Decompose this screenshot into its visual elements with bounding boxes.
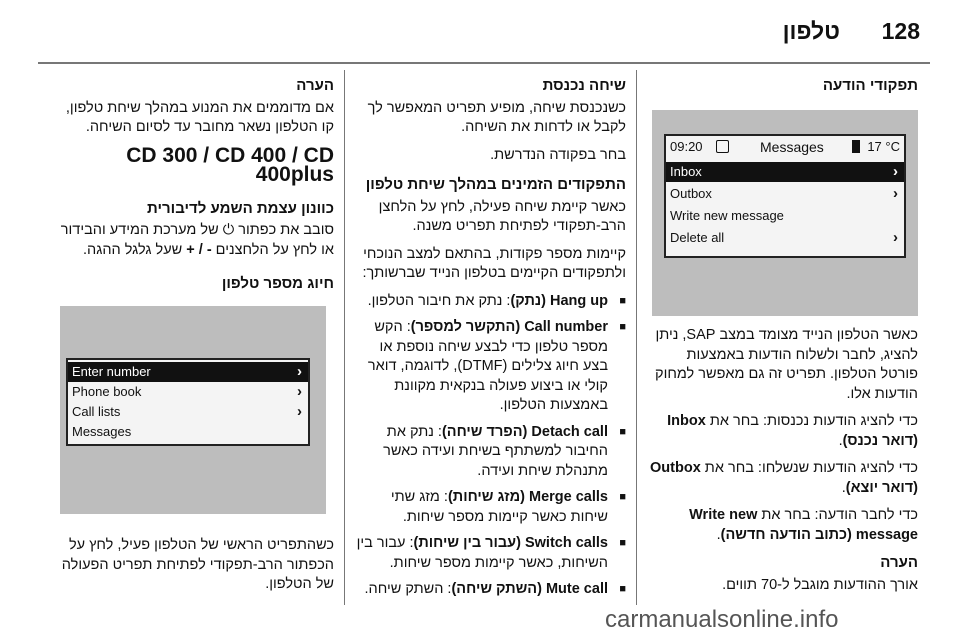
menu-item-write-new-message[interactable]: Write new message (670, 208, 784, 223)
paragraph: סובב את כפתור ⏻ של מערכת המידע והבידור או לחץ על הלחצנים + / - שעל גלגל ההגה. (60, 222, 334, 258)
note-heading: הערה (296, 77, 334, 94)
menu-item-enter-number[interactable]: Enter number › (68, 362, 308, 382)
paragraph: כשהתפריט הראשי של הטלפון פעיל, לחץ על הכפתור הרב-תפקודי לפתיחת תפריט הפעולה של הטלפון. (61, 537, 334, 592)
chevron-right-icon: › (893, 163, 898, 180)
menu-item-outbox[interactable]: Outbox › (670, 185, 898, 202)
menu-item-phone-book[interactable]: Phone book › (72, 383, 302, 400)
phone-screen-figure (60, 306, 326, 514)
page-number: 128 (881, 18, 920, 44)
paragraph: כדי להציג הודעות נכנסות: בחר את Inbox (דואר נכנס). (667, 413, 918, 449)
watermark: carmanualsonline.info (605, 606, 839, 633)
status-bar (666, 136, 904, 158)
power-icon: ⏻ (222, 222, 235, 238)
phone-screen (66, 358, 310, 446)
page-title: טלפון (782, 18, 840, 44)
note-text: אורך ההודעות מוגבל ל-70 תווים. (722, 576, 918, 593)
chevron-right-icon: › (297, 383, 302, 400)
screen-title: Messages (760, 139, 824, 155)
paragraph: כדי לחבר הודעה: בחר את Write new message (כתוב הודעה חדשה). (689, 507, 918, 543)
phone-status-icon (716, 140, 729, 153)
column-calls (354, 76, 626, 607)
section-heading: תפקודי הודעה (822, 77, 918, 94)
menu-item-inbox[interactable]: Inbox › (666, 162, 904, 182)
paragraph: כדי להציג הודעות שנשלחו: בחר את Outbox (דואר יוצא). (650, 460, 918, 496)
list-item: ■ Call number (התקשר למספר): הקש מספר טלפון כדי לבצע שיחה נוספת או בצע חיוג צלילים (DTMF), לדוגמה, דואר קולי או ביצוע פעולה בנקאית מקוונת באמצעות הטלפון. (354, 318, 626, 416)
temperature: 17 °C (867, 139, 900, 154)
header-rule (38, 62, 930, 64)
phone-battery-icon (852, 140, 860, 153)
section-heading: התפקודים הזמינים במהלך שיחת טלפון (365, 176, 626, 193)
paragraph: כשנכנסת שיחה, מופיע תפריט המאפשר לך לקבל או לדחות את השיחה. (367, 99, 626, 135)
menu-item-delete-all[interactable]: Delete all › (670, 229, 898, 246)
section-heading: שיחה נכנסת (542, 77, 626, 94)
column-divider (344, 70, 345, 605)
messages-screen (664, 134, 906, 258)
note-heading: הערה (880, 554, 918, 571)
functions-list (354, 292, 626, 600)
list-item: ■ Mute call (השתק שיחה): השתק שיחה. (354, 580, 626, 600)
note-text: אם מדוממים את המנוע במהלך שיחת טלפון, קו הטלפון נשאר מחובר עד לסיום השיחה. (65, 99, 334, 135)
chevron-right-icon: › (297, 403, 302, 420)
paragraph: בחר בפקודה הנדרשת. (490, 146, 626, 163)
chevron-right-icon: › (893, 185, 898, 202)
section-heading: כוונון עצמת השמע לדיבורית (147, 199, 334, 217)
list-item: ■ Merge calls (מזג שיחות): מזג שתי שיחות כאשר קיימות מספר שיחות. (354, 488, 626, 527)
list-item: ■ Switch calls (עבור בין שיחות): עבור בין השיחות, כאשר קיימות מספר שיחות. (354, 534, 626, 573)
menu-item-messages[interactable]: Messages (72, 424, 132, 439)
chevron-right-icon: › (297, 363, 302, 380)
list-item: ■ Hang up (נתק): נתק את חיבור הטלפון. (354, 292, 626, 312)
column-volume-dial (56, 76, 334, 297)
column-divider (636, 70, 637, 605)
messages-text (650, 326, 918, 603)
section-heading: חיוג מספר טלפון (221, 275, 334, 292)
paragraph: כאשר הטלפון הנייד מצומד במצב SAP, ניתן להציג, לחבר ולשלוח הודעות באמצעות פורטל הטלפון. תפריט זה גם מאפשר למחוק הודעות אלו. (655, 327, 918, 402)
models-heading: CD 300 / CD 400 / CD 400plus (126, 143, 334, 186)
messages-screen-figure (652, 110, 918, 316)
paragraph: קיימות מספר פקודות, בהתאם למצב הנוכחי ולתפקודים הקיימים בטלפון הנייד שברשותך: (362, 245, 626, 281)
dial-text (56, 536, 334, 603)
column-messages (650, 76, 918, 99)
clock: 09:20 (670, 139, 703, 154)
chevron-right-icon: › (893, 229, 898, 246)
menu-item-call-lists[interactable]: Call lists › (72, 403, 302, 420)
paragraph: כאשר קיימת שיחה פעילה, לחץ על הלחצן הרב-תפקודי לפתיחת תפריט משנה. (378, 198, 626, 234)
list-item: ■ Detach call (הפרד שיחה): נתק את החיבור למשתתף בשיחת ועידה כאשר מתנהלת שיחת ועידה. (354, 423, 626, 482)
